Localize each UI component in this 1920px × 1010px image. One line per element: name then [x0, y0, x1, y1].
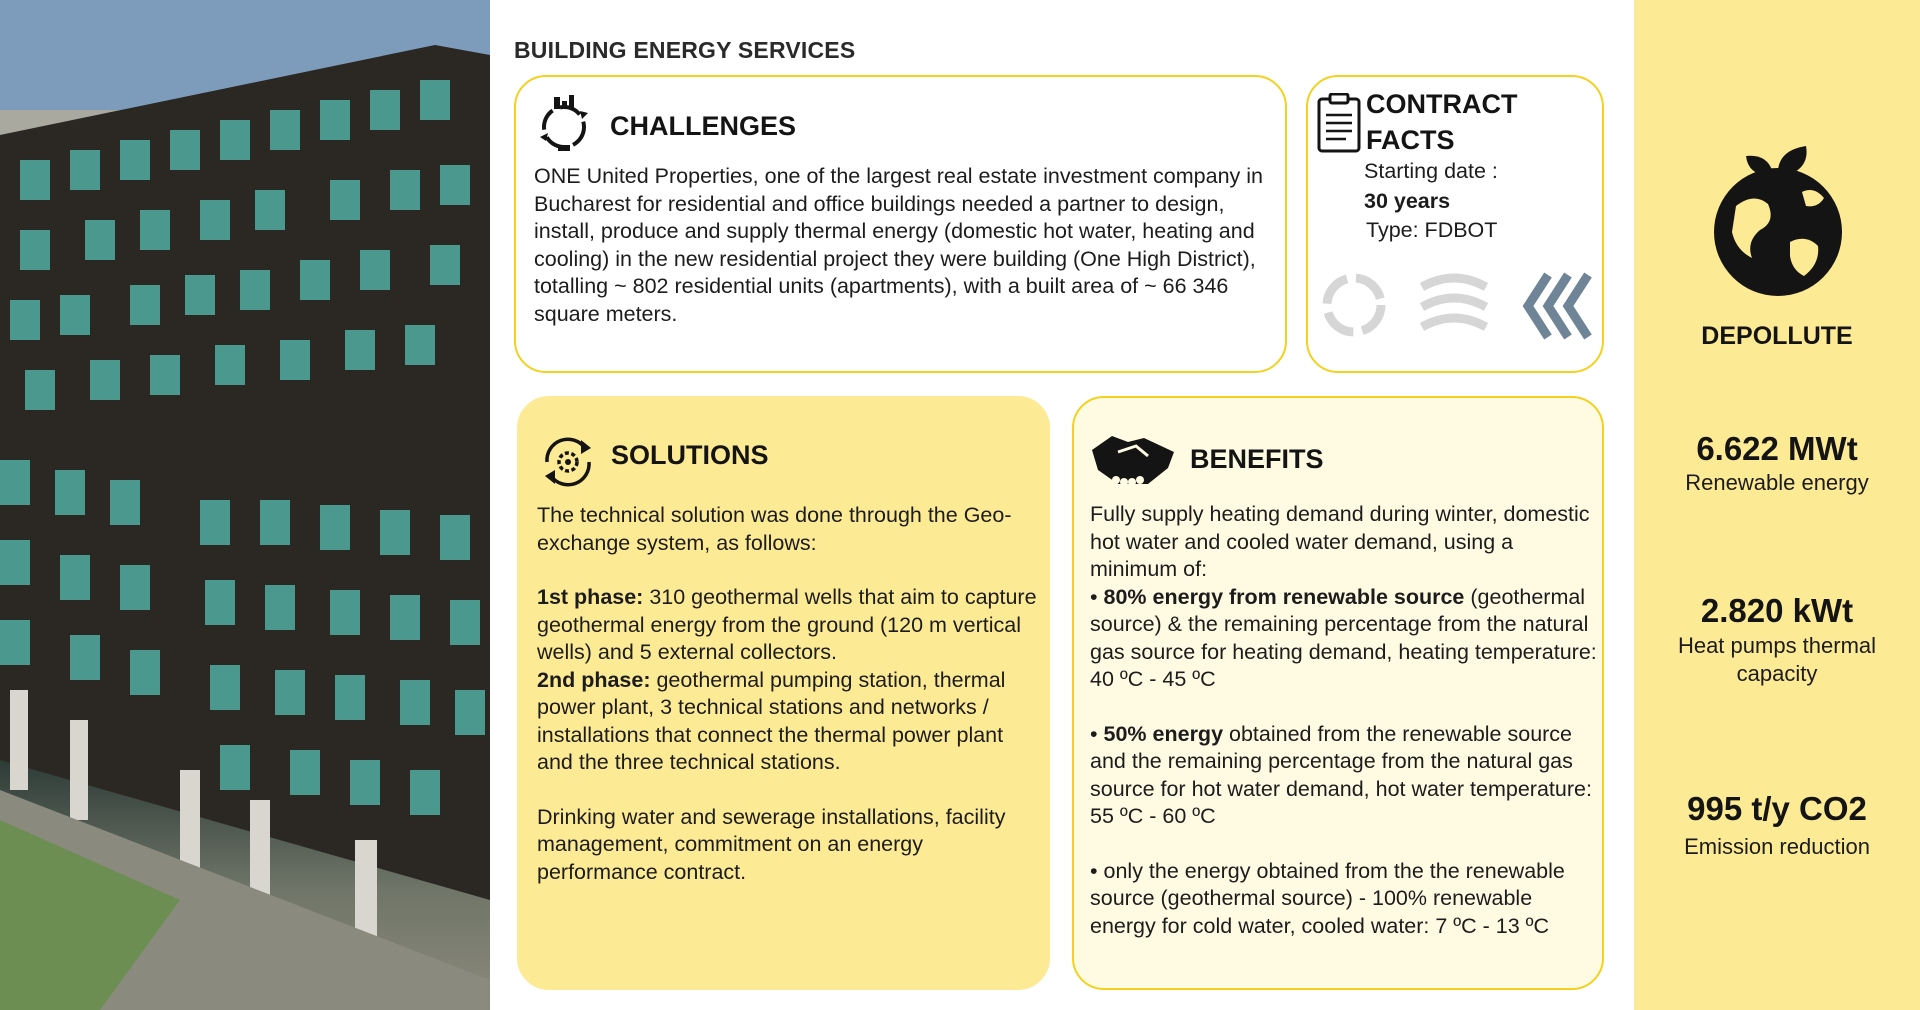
benefit-1-text: (geothermal source) & the remaining percentage from the natural gas source for heating demand, heating temperature: 40 ºC - 45 ºC: [1090, 584, 1597, 691]
stat-renewable-value: 6.622 MWt: [1696, 430, 1858, 467]
challenges-text: ONE United Properties, one of the largest real estate investment company in Bucharest for residential and office buildings needed a partner to design, install, produce and supply thermal energy (domestic hot water, heating and cooling) in the new residential project they were building (One High District), totalling ~ 802 residential units (apartments), with a built area of ~ 66 346 square meters.: [534, 164, 1263, 326]
building-illustration: [0, 0, 490, 1010]
solutions-closing: Drinking water and sewerage installations, facility management, commitment on an energy performance contract.: [537, 804, 1006, 884]
stat-heatpump-label: Heat pumps thermal capacity: [1677, 633, 1877, 686]
handshake-icon: [1088, 430, 1182, 490]
benefits-intro: Fully supply heating demand during winter, domestic hot water and cooled water demand, using a minimum of:: [1090, 502, 1590, 581]
benefits-body: [1090, 501, 1598, 940]
circular-arrows-icon: [1318, 269, 1390, 341]
benefits-title: BENEFITS: [1190, 444, 1324, 474]
solutions-intro: The technical solution was done through the Geo-exchange system, as follows:: [537, 503, 1012, 555]
stat-emission-value: 995 t/y CO2: [1687, 790, 1867, 827]
benefit-item-3: • only the energy obtained from the the renewable source (geothermal source) - 100% renewable energy for cold water, cooled water: 7 ºC - 13 ºC: [1090, 858, 1565, 938]
challenges-title: CHALLENGES: [610, 111, 797, 141]
benefit-2-text: obtained from the renewable source and the remaining percentage from the natural gas source for hot water demand, hot water temperature: 55 ºC - 60 ºC: [1090, 721, 1592, 828]
benefit-2-highlight: 50% energy: [1103, 721, 1224, 746]
solutions-phase1: [537, 584, 1042, 667]
phase1-text: 310 geothermal wells that aim to capture geothermal energy from the ground (120 m vertical wells) and 5 external collectors.: [537, 585, 1037, 664]
earth-leaf-icon: [1706, 146, 1852, 302]
contract-duration: 30 years: [1364, 189, 1451, 213]
solutions-body: [537, 502, 1042, 886]
stat-emission-label: Emission reduction: [1684, 834, 1870, 859]
depollute-label: DEPOLLUTE: [1701, 322, 1853, 350]
solutions-card: [517, 396, 1050, 990]
phase1-label: 1st phase:: [537, 585, 644, 609]
contract-title-line2: FACTS: [1366, 125, 1455, 155]
benefit-1-highlight: 80% energy from renewable source: [1103, 584, 1465, 609]
benefit-item-1: [1090, 584, 1598, 694]
chevrons-left-icon: [1520, 271, 1592, 341]
building-photo: [0, 0, 490, 1010]
contract-type: Type: FDBOT: [1366, 218, 1498, 242]
benefits-card: [1072, 396, 1604, 990]
bullet: •: [1090, 721, 1104, 746]
solutions-title: SOLUTIONS: [611, 440, 769, 470]
contract-facts-card: [1306, 75, 1604, 373]
bullet: •: [1090, 584, 1104, 609]
recycle-city-icon: [532, 93, 596, 157]
gear-cycle-icon: [537, 432, 599, 492]
benefit-item-2: [1090, 721, 1598, 831]
challenges-card: [514, 75, 1287, 373]
depollute-sidebar: [1634, 0, 1920, 1010]
page-title: BUILDING ENERGY SERVICES: [514, 37, 856, 63]
contract-title-line1: CONTRACT: [1366, 89, 1518, 119]
stat-heatpump-value: 2.820 kWt: [1700, 592, 1854, 629]
phase2-text: geothermal pumping station, thermal power plant, 3 technical stations and networks / installations that connect the thermal power plant and the three technical stations.: [537, 667, 1006, 774]
solutions-phase2: [537, 667, 1042, 777]
phase2-label: 2nd phase:: [537, 667, 651, 692]
clipboard-icon: [1316, 93, 1362, 153]
stat-renewable-label: Renewable energy: [1685, 470, 1869, 495]
waves-icon: [1418, 273, 1490, 339]
starting-date-label: Starting date :: [1364, 159, 1498, 183]
